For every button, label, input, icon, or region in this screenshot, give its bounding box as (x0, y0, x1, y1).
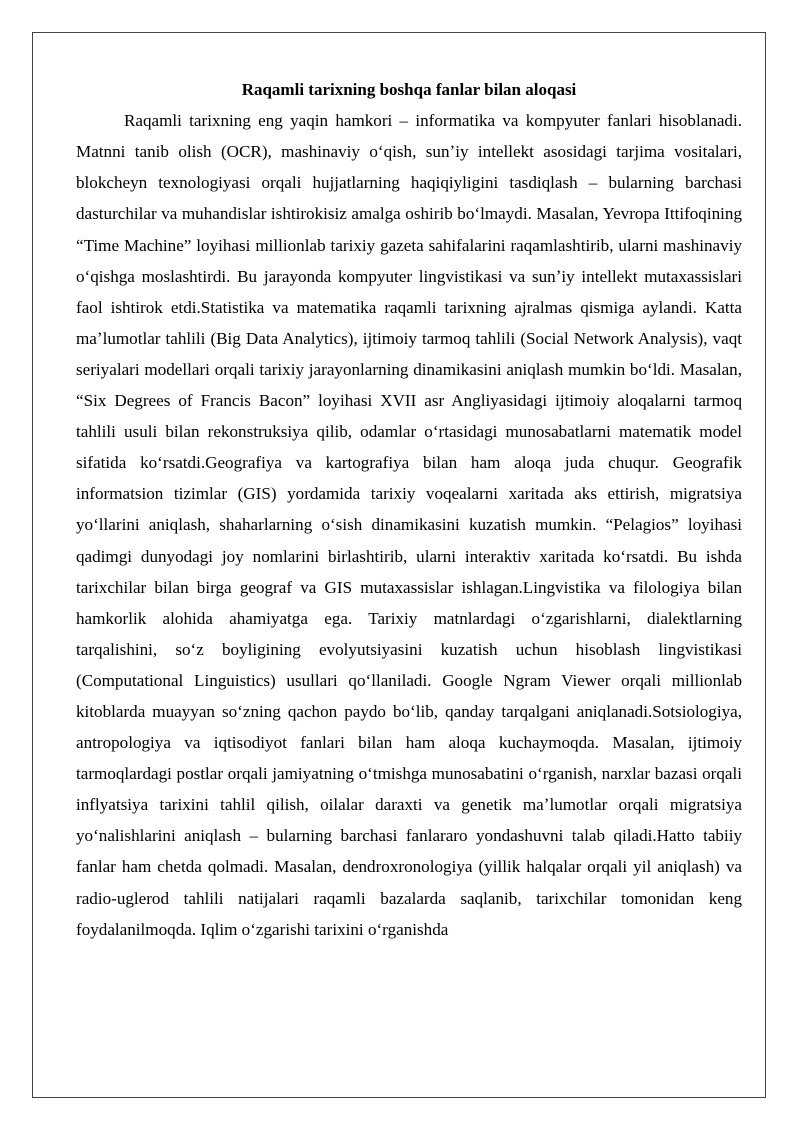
document-title: Raqamli tarixning boshqa fanlar bilan aloqasi (241, 80, 577, 99)
document-body-paragraph: Raqamli tarixning eng yaqin hamkori – informatika va kompyuter fanlari hisoblanadi. Matnni tanib olish (OCR), mashinaviy oʻqish, sunʼiy intellekt asosidagi tarjima vositalari, blokcheyn texnologiyasi orqali hujjatlarning haqiqiyligini tasdiqlash – bularning barchasi dasturchilar va muhandislar ishtirokisiz amalga oshirib boʻlmaydi. Masalan, Yevropa Ittifoqining “Time Machine” loyihasi millionlab tarixiy gazeta sahifalarini raqamlashtirib, ularni mashinaviy oʻqishga moslashtirdi. Bu jarayonda kompyuter lingvistikasi va sunʼiy intellekt mutaxassislari faol ishtirok etdi.Statistika va matematika raqamli tarixning ajralmas qismiga aylandi. Katta maʼlumotlar tahlili (Big Data Analytics), ijtimoiy tarmoq tahlili (Social Network Analysis), vaqt seriyalari modellari orqali tarixiy jarayonlarning dinamikasini aniqlash mumkin boʻldi. Masalan, “Six Degrees of Francis Bacon” loyihasi XVII asr Angliyasidagi ijtimoiy aloqalarni tarmoq tahlili usuli bilan rekonstruksiya qilib, odamlar oʻrtasidagi munosabatlarni matematik model sifatida koʻrsatdi.Geografiya va kartografiya bilan ham aloqa juda chuqur. Geografik informatsion tizimlar (GIS) yordamida tarixiy voqealarni xaritada aks ettirish, migratsiya yoʻllarini aniqlash, shaharlarning oʻsish dinamikasini kuzatish mumkin. “Pelagios” loyihasi qadimgi dunyodagi joy nomlarini birlashtirib, ularni interaktiv xaritada koʻrsatdi. Bu ishda tarixchilar bilan birga geograf va GIS mutaxassislar ishlagan.Lingvistika va filologiya bilan hamkorlik alohida ahamiyatga ega. Tarixiy matnlardagi oʻzgarishlarni, dialektlarning tarqalishini, soʻz boyligining evolyutsiyasini kuzatish uchun hisoblash lingvistikasi (Computational Linguistics) usullari qoʻllaniladi. Google Ngram Viewer orqali millionlab kitoblarda muayyan soʻzning qachon paydo boʻlib, qanday tarqalgani aniqlanadi.Sotsiologiya, antropologiya va iqtisodiyot fanlari bilan ham aloqa kuchaymoqda. Masalan, ijtimoiy tarmoqlardagi postlar orqali jamiyatning oʻtmishga munosabatini oʻrganish, narxlar bazasi orqali inflyatsiya tarixini tahlil qilish, oilalar daraxti va genetik maʼlumotlar orqali migratsiya yoʻnalishlarini aniqlash – bularning barchasi fanlararo yondashuvni talab qiladi.Hatto tabiiy fanlar ham chetda qolmadi. Masalan, dendroxronologiya (yillik halqalar orqali yil aniqlash) va radio-uglerod tahlili natijalari raqamli bazalarda saqlanib, tarixchilar tomonidan keng foydalanilmoqda. Iqlim oʻzgarishi tarixini oʻrganishda (76, 111, 742, 939)
document-content (76, 74, 742, 945)
